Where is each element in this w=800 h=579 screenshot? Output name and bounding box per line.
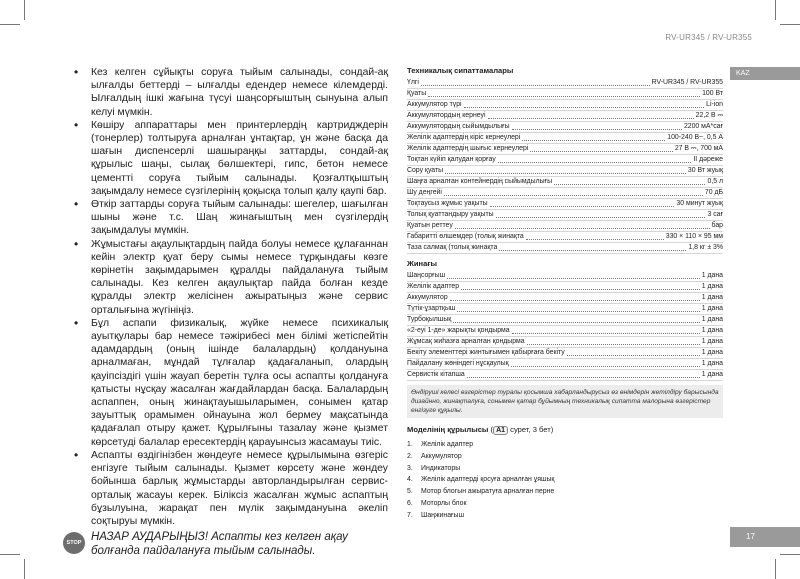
spec-row: [407, 188, 723, 199]
part-number: 5.: [407, 488, 413, 496]
page-number: 17: [730, 527, 800, 547]
bullet-item: [72, 66, 388, 119]
kit-row: [407, 293, 723, 304]
dot-leader: [526, 239, 664, 240]
dot-leader: [512, 333, 700, 334]
kit-row-key: Жұмсақ жиһазға арналған қондырма: [407, 338, 525, 345]
spec-row-value: 330 × 110 × 95 мм: [665, 233, 723, 240]
kit-row-key: Турбоқылшық: [407, 316, 452, 323]
kit-row: [407, 337, 723, 348]
part-item: [407, 439, 723, 451]
spec-row: [407, 144, 723, 155]
part-number: 7.: [407, 511, 413, 519]
bullet-item: [72, 238, 388, 317]
kit-row-key: «2-еуі 1-де» жарықты қондырма: [407, 327, 510, 334]
spec-row-key: Тоқтан күйіп қалудан қорғау: [407, 156, 496, 163]
dot-leader: [450, 300, 700, 301]
dot-leader: [457, 311, 699, 312]
kit-row-key: Түтік-ұзартқыш: [407, 305, 456, 312]
spec-row: [407, 89, 723, 100]
bullet-icon: •: [74, 65, 79, 79]
dot-leader: [530, 151, 673, 152]
dot-leader: [455, 228, 710, 229]
part-label: Аккумулятор: [421, 452, 462, 460]
spec-row-value: 0,5 л: [707, 178, 723, 185]
spec-row-key: Аккумулятордың кернеуі: [407, 112, 486, 119]
kit-row-key: Пайдалану жөніндегі нұсқаулық: [407, 360, 509, 367]
kit-row-value: 1 дана: [701, 272, 723, 279]
spec-row: [407, 100, 723, 111]
kit-row-key: Бекіту элементтері жинтығымен қабырғаға бекіту: [407, 349, 565, 356]
part-item: [407, 451, 723, 463]
part-item: [407, 498, 723, 510]
part-label: Желілік адаптердi қосуға арналған ұяшық: [421, 476, 555, 484]
part-number: 3.: [407, 464, 413, 472]
kit-row-value: 1 дана: [701, 360, 723, 367]
spec-row: [407, 177, 723, 188]
spec-row: [407, 155, 723, 166]
spec-row: [407, 122, 723, 133]
spec-row-value: 1,8 кг ± 3%: [688, 244, 723, 251]
spec-row-key: Үлгі: [407, 79, 419, 86]
spec-row-key: Шаңға арналған контейнердің сыйымдылығы: [407, 178, 553, 185]
part-label: Индикаторы: [421, 464, 461, 472]
dot-leader: [467, 377, 700, 378]
bullet-text: Кез келген сұйықты соруға тыйым салынады, сондай-ақ ылғалды беттерді – ылғалды едендер немесе кілемдерді. Ылғалдың ішкі жағына түсуі шаңсорғыштың сынуына алып келуі мүмкін.: [91, 67, 388, 118]
dot-leader: [453, 322, 699, 323]
part-label: Мотор блогын ажыратуға арналған перне: [421, 488, 555, 496]
dot-leader: [488, 118, 694, 119]
dot-leader: [512, 129, 682, 130]
dot-leader: [490, 206, 675, 207]
kit-row: [407, 304, 723, 315]
dot-leader: [499, 250, 686, 251]
part-item: [407, 474, 723, 486]
part-number: 2.: [407, 452, 413, 460]
spec-row-value: Li-ion: [706, 101, 723, 108]
dot-leader: [447, 278, 700, 279]
dot-leader: [527, 344, 700, 345]
kit-row-value: 1 дана: [701, 349, 723, 356]
spec-row-value: 22,2 В ⎓: [695, 112, 723, 119]
bullet-item: [72, 198, 388, 238]
dot-leader: [445, 173, 686, 174]
spec-row: [407, 78, 723, 89]
part-item: [407, 463, 723, 475]
spec-row-value: 30 минут жуық: [676, 200, 723, 207]
kit-row: [407, 359, 723, 370]
specifications-column: [407, 66, 723, 522]
spec-row: [407, 166, 723, 177]
spec-row: [407, 243, 723, 254]
part-item: [407, 510, 723, 522]
bullet-text: Жұмыстағы ақаулықтардың пайда болуы немесе құлағаннан кейін электр қуат беру сымы немесе тұрқындағы көзге көрінетін зақымдарымен құралды пайдалануға тыйым салынады. Кез келген ақаулықтар пайда болған кезде құралды электр желісінен ажыратыңыз және сервис орталығына жүгініңіз.: [91, 238, 388, 316]
spec-row-key: Тоқтаусыз жұмыс уақыты: [407, 200, 488, 207]
kit-row-key: Сервистік кітапша: [407, 371, 465, 378]
dot-leader: [461, 289, 700, 290]
crop-mark: [780, 24, 800, 25]
dot-leader: [511, 366, 700, 367]
bullet-text: Аспапты өздігінізбен жөндеуге немесе құрылымына өзгеріс енгізуге тыйым салынады. Қызмет көрсету және жөндеу бойынша барлық жұмыстарды авторландырылған сервис-орталық жасауы керек. Біліксіз жасалған жұмыс аспаптың бұзылуына, жарақат пен мүлік зақымдануына әкеліп соқтыруы мүмкін.: [91, 449, 388, 527]
spec-row-value: II дәреже: [693, 156, 723, 163]
spec-row-value: RV-UR345 / RV-UR355: [651, 79, 723, 86]
part-number: 1.: [407, 441, 413, 448]
spec-row-key: Желілік адаптердің кіріс кернеулері: [407, 134, 521, 141]
kit-row-value: 1 дана: [701, 305, 723, 312]
kit-row-value: 1 дана: [701, 294, 723, 301]
spec-row-value: 3 сағ: [707, 211, 723, 218]
kit-row: [407, 282, 723, 293]
model-device-heading: Моделінің құрылысы: [407, 425, 489, 434]
kit-row-key: Желілік адаптер: [407, 283, 460, 290]
bullet-text: Өткір заттарды соруға тыйым салынады: шегелер, шағылған шыны және т.с. Шаң жинағыштың мен сүзгілердің зақымдалуы мүмкін.: [91, 199, 388, 237]
spec-row-value: 27 В ⎓, 700 мА: [674, 145, 723, 152]
bullet-icon: •: [74, 197, 79, 212]
bullet-text: Көшіру аппараттары мен принтерлердің картридждерін (тонерлер) толтыруға арналған ұнтақтар, ұн және басқа да шағын диспенсерлі шашыраңқы заттарды, сондай-ақ құрылыс шаңы, сылақ бөлшектері, гипс, бетон немесе цементті соруға тыйым салынады. Қозғалтқыштың зақымдалу немесе сүзгілерінің қоқысқа толып қалу қаупі бар.: [91, 119, 388, 197]
spec-row: [407, 133, 723, 144]
spec-row-value: бар: [711, 222, 723, 229]
bullet-icon: •: [74, 447, 79, 462]
kit-table: [407, 271, 723, 381]
crop-mark: [24, 559, 25, 579]
crop-mark: [780, 554, 800, 555]
safety-instructions: [66, 65, 388, 558]
spec-row-key: Сору қуаты: [407, 167, 444, 174]
dot-leader: [554, 184, 705, 185]
figure-badge: A1: [493, 426, 508, 435]
bullet-item: [72, 119, 388, 198]
kit-row: [407, 326, 723, 337]
model-device-title: Моделінің құрылысы ( A1 сурет, 3 бет): [407, 425, 554, 434]
kit-row: [407, 370, 723, 381]
crop-mark: [775, 559, 776, 579]
stop-icon: STOP: [63, 532, 85, 554]
dot-leader: [464, 107, 705, 108]
dot-leader: [498, 162, 692, 163]
spec-row-key: Аккумулятор түрі: [407, 101, 462, 108]
spec-row-key: Таза салмақ (толық жинақта: [407, 244, 498, 251]
spec-row-key: Қуатын реттеу: [407, 222, 453, 229]
part-label: Моторлы блок: [421, 499, 467, 507]
specs-table: [407, 78, 723, 254]
part-number: 6.: [407, 499, 413, 507]
spec-row: [407, 111, 723, 122]
spec-row-key: Қуаты: [407, 90, 427, 97]
kit-row-value: 1 дана: [701, 338, 723, 345]
kit-title: Жинағы: [407, 259, 437, 268]
kit-row-value: 1 дана: [701, 371, 723, 378]
part-number: 4.: [407, 476, 413, 484]
kit-row: [407, 348, 723, 359]
kit-row-key: Аккумулятор: [407, 294, 448, 301]
spec-row-value: 2200 мА*сағ: [683, 123, 723, 130]
warning-text: НАЗАР АУДАРЫҢЫЗ! Аспапты кез келген ақау болғанда пайдалануға тыйым салынады.: [91, 531, 348, 558]
spec-row-key: Аккумулятордың сыйымдылығы: [407, 123, 510, 130]
bullet-text: Бұл аспапи физикалық, жүйке немесе психикалық ауытқулары бар немесе тәжірибесі мен білімі жетіспейтін адамдардың (оның ішінде балалардың) қолдануына арналмаған, мұндай тұлғалар қадағаланып, олардың қауіпсіздігі үшін жауап беретін тұлға осы аспапты қолдануға қатысты нұсқау жасалған жағдайлардан басқа. Балалардың аспаппен, оның жинақтауышыларымен, сонымен қатар зауыттық орамымен ойнауына жол бермеу мақсатында қадағалап отыру қажет. Құрылғыны тазалау және қызмет көрсетуді балалар ересектердің қарауынсыз жасамауы тиіс.: [91, 317, 388, 448]
part-label: Шаңжинағыш: [421, 511, 465, 519]
spec-row: [407, 199, 723, 210]
part-label: Желілік адаптер: [421, 441, 474, 448]
spec-row-key: Шу деңгейі: [407, 189, 442, 196]
dot-leader: [496, 217, 706, 218]
dot-leader: [444, 195, 703, 196]
spec-row: [407, 210, 723, 221]
kit-row-key: Шаңсорғыш: [407, 272, 446, 279]
language-tab: KAZ: [730, 67, 800, 80]
kit-row-value: 1 дана: [701, 316, 723, 323]
spec-row-value: 70 дБ: [704, 189, 723, 196]
spec-row-key: Габариттi өлшемдер (толық жинақта: [407, 233, 524, 240]
crop-mark: [0, 24, 20, 25]
crop-mark: [24, 0, 25, 20]
part-item: [407, 486, 723, 498]
bullet-item: [72, 317, 388, 449]
bullet-icon: •: [74, 315, 79, 330]
spec-row-value: 100-240 В~, 0,5 А: [667, 134, 723, 141]
kit-row: [407, 271, 723, 282]
dot-leader: [428, 96, 700, 97]
warning-note: [66, 530, 388, 558]
spec-row-key: Желілік адаптердің шығыс кернеулері: [407, 145, 529, 152]
crop-mark: [0, 554, 20, 555]
header-model-names: RV-UR345 / RV-UR355: [665, 33, 752, 42]
spec-row: [407, 232, 723, 243]
parts-list: [407, 439, 723, 522]
specs-title: Техникалық сипаттамалары: [407, 66, 514, 75]
dot-leader: [522, 140, 665, 141]
kit-row-value: 1 дана: [701, 283, 723, 290]
spec-row-key: Толық қуаттандыру уақыты: [407, 211, 494, 218]
manufacturer-note: Өндіруші келесі өзгерістер туралы қосымша хабарландырусыз өз өнімдерін жетілдіру барысында дизайнно, жинақталуға, сонымен қатар бұйымның техникалық сипатта малорына өзгерістер енгізуге құқылы.: [407, 385, 723, 418]
bullet-icon: •: [74, 117, 79, 132]
spec-row-value: 30 Вт жуық: [687, 167, 723, 174]
crop-mark: [775, 0, 776, 20]
bullet-item: [72, 449, 388, 528]
spec-row-value: 100 Вт: [702, 90, 723, 97]
kit-row-value: 1 дана: [701, 327, 723, 334]
figure-ref: сурет, 3 бет): [510, 425, 554, 434]
dot-leader: [421, 85, 650, 86]
spec-row: [407, 221, 723, 232]
kit-row: [407, 315, 723, 326]
dot-leader: [567, 355, 700, 356]
bullet-icon: •: [74, 236, 79, 251]
